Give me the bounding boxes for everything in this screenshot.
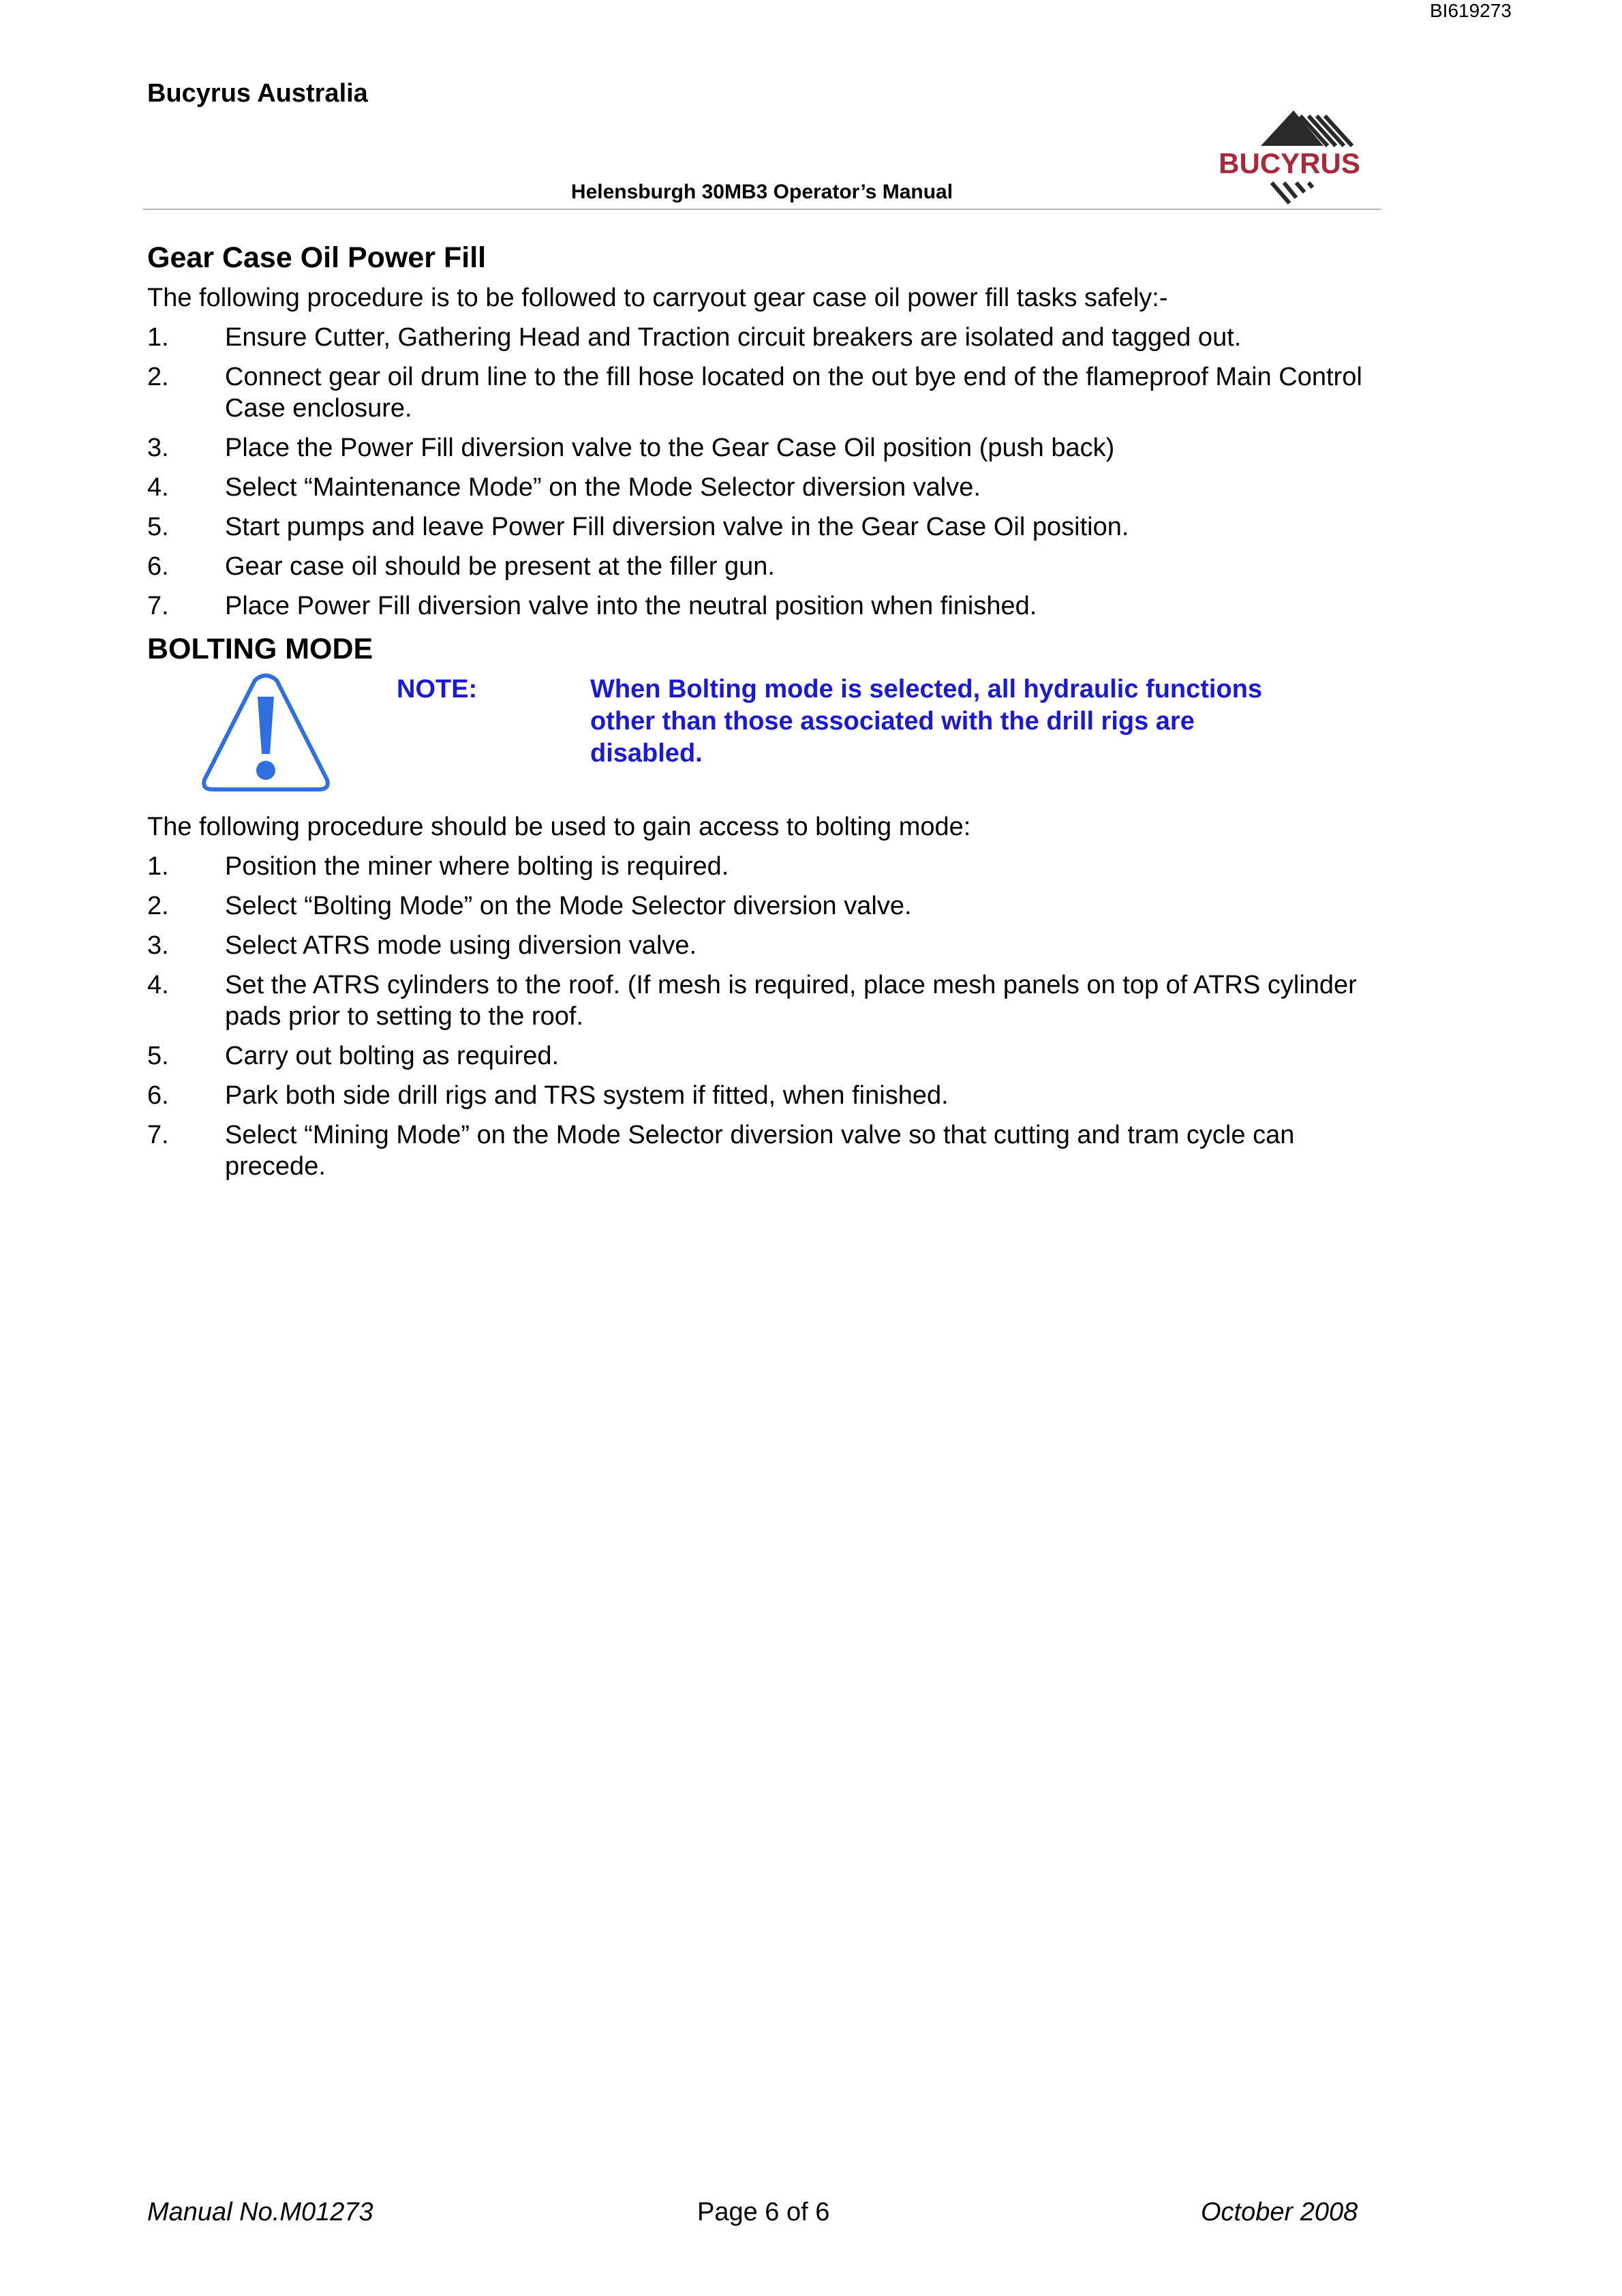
page-content <box>147 239 1374 1190</box>
step-text: Park both side drill rigs and TRS system if fitted, when finished. <box>225 1081 949 1110</box>
power-fill-intro: The following procedure is to be followed to carryout gear case oil power fill tasks safely:- <box>147 284 1168 312</box>
step-text: Place the Power Fill diversion valve to the Gear Case Oil position (push back) <box>225 434 1115 462</box>
step-text: Position the miner where bolting is required. <box>225 852 729 881</box>
power-fill-step <box>147 472 1374 503</box>
section-heading-bolting: BOLTING MODE <box>147 633 373 665</box>
step-number: 1. <box>147 852 169 881</box>
step-number: 5. <box>147 1042 169 1070</box>
step-number: 2. <box>147 363 169 391</box>
manual-title: Helensburgh 30MB3 Operator’s Manual <box>570 181 953 203</box>
step-number: 6. <box>147 552 169 581</box>
step-number: 6. <box>147 1081 169 1110</box>
power-fill-step <box>147 361 1374 424</box>
step-text: Select “Bolting Mode” on the Mode Selector diversion valve. <box>225 892 912 920</box>
step-number: 7. <box>147 592 169 620</box>
logo-text: BUCYRUS <box>1219 147 1360 179</box>
power-fill-step <box>147 590 1374 622</box>
section-heading-power-fill: Gear Case Oil Power Fill <box>147 241 487 274</box>
power-fill-steps <box>147 322 1374 622</box>
warning-icon <box>200 674 331 793</box>
bolting-step <box>147 1119 1374 1182</box>
step-number: 5. <box>147 513 169 541</box>
bolting-intro: The following procedure should be used to gain access to bolting mode: <box>147 813 971 841</box>
header-divider <box>143 209 1381 210</box>
note-text: When Bolting mode is selected, all hydraulic functions other than those associated with the drill rigs are disabled. <box>590 675 1263 768</box>
step-text: Select “Mining Mode” on the Mode Selector diversion valve so that cutting and tram cycle can precede. <box>225 1121 1295 1181</box>
step-number: 2. <box>147 892 169 920</box>
footer-manual-number: Manual No.M01273 <box>147 2198 373 2226</box>
step-text: Select ATRS mode using diversion valve. <box>225 931 697 960</box>
company-name: Bucyrus Australia <box>147 79 368 108</box>
step-text: Start pumps and leave Power Fill diversion valve in the Gear Case Oil position. <box>225 513 1129 541</box>
step-number: 1. <box>147 323 169 352</box>
bolting-step <box>147 930 1374 961</box>
bolting-step <box>147 969 1374 1032</box>
power-fill-step <box>147 551 1374 582</box>
step-text: Set the ATRS cylinders to the roof. (If mesh is required, place mesh panels on top of ATRS cylinder pads prior to setting to the roof. <box>225 971 1357 1031</box>
bolting-step <box>147 1080 1374 1111</box>
bolting-step <box>147 890 1374 922</box>
document-id: BI619273 <box>1430 0 1512 21</box>
bolting-steps <box>147 851 1374 1182</box>
step-text: Carry out bolting as required. <box>225 1042 560 1070</box>
step-text: Select “Maintenance Mode” on the Mode Selector diversion valve. <box>225 473 981 502</box>
power-fill-step <box>147 511 1374 543</box>
note-label: NOTE: <box>397 675 478 704</box>
power-fill-step <box>147 322 1374 353</box>
step-number: 7. <box>147 1121 169 1149</box>
bolting-note <box>147 674 1374 803</box>
step-number: 4. <box>147 473 169 502</box>
step-text: Connect gear oil drum line to the fill hose located on the out bye end of the flameproof Main Control Case enclosure. <box>225 363 1362 423</box>
power-fill-step <box>147 432 1374 464</box>
footer-page-number: Page 6 of 6 <box>697 2198 830 2226</box>
bolting-step <box>147 851 1374 882</box>
footer-date: October 2008 <box>1201 2198 1358 2226</box>
step-text: Gear case oil should be present at the filler gun. <box>225 552 775 581</box>
step-number: 3. <box>147 434 169 462</box>
bolting-step <box>147 1040 1374 1072</box>
step-number: 4. <box>147 971 169 999</box>
step-text: Place Power Fill diversion valve into the neutral position when finished. <box>225 592 1037 620</box>
step-number: 3. <box>147 931 169 960</box>
step-text: Ensure Cutter, Gathering Head and Traction circuit breakers are isolated and tagged out. <box>225 323 1242 352</box>
